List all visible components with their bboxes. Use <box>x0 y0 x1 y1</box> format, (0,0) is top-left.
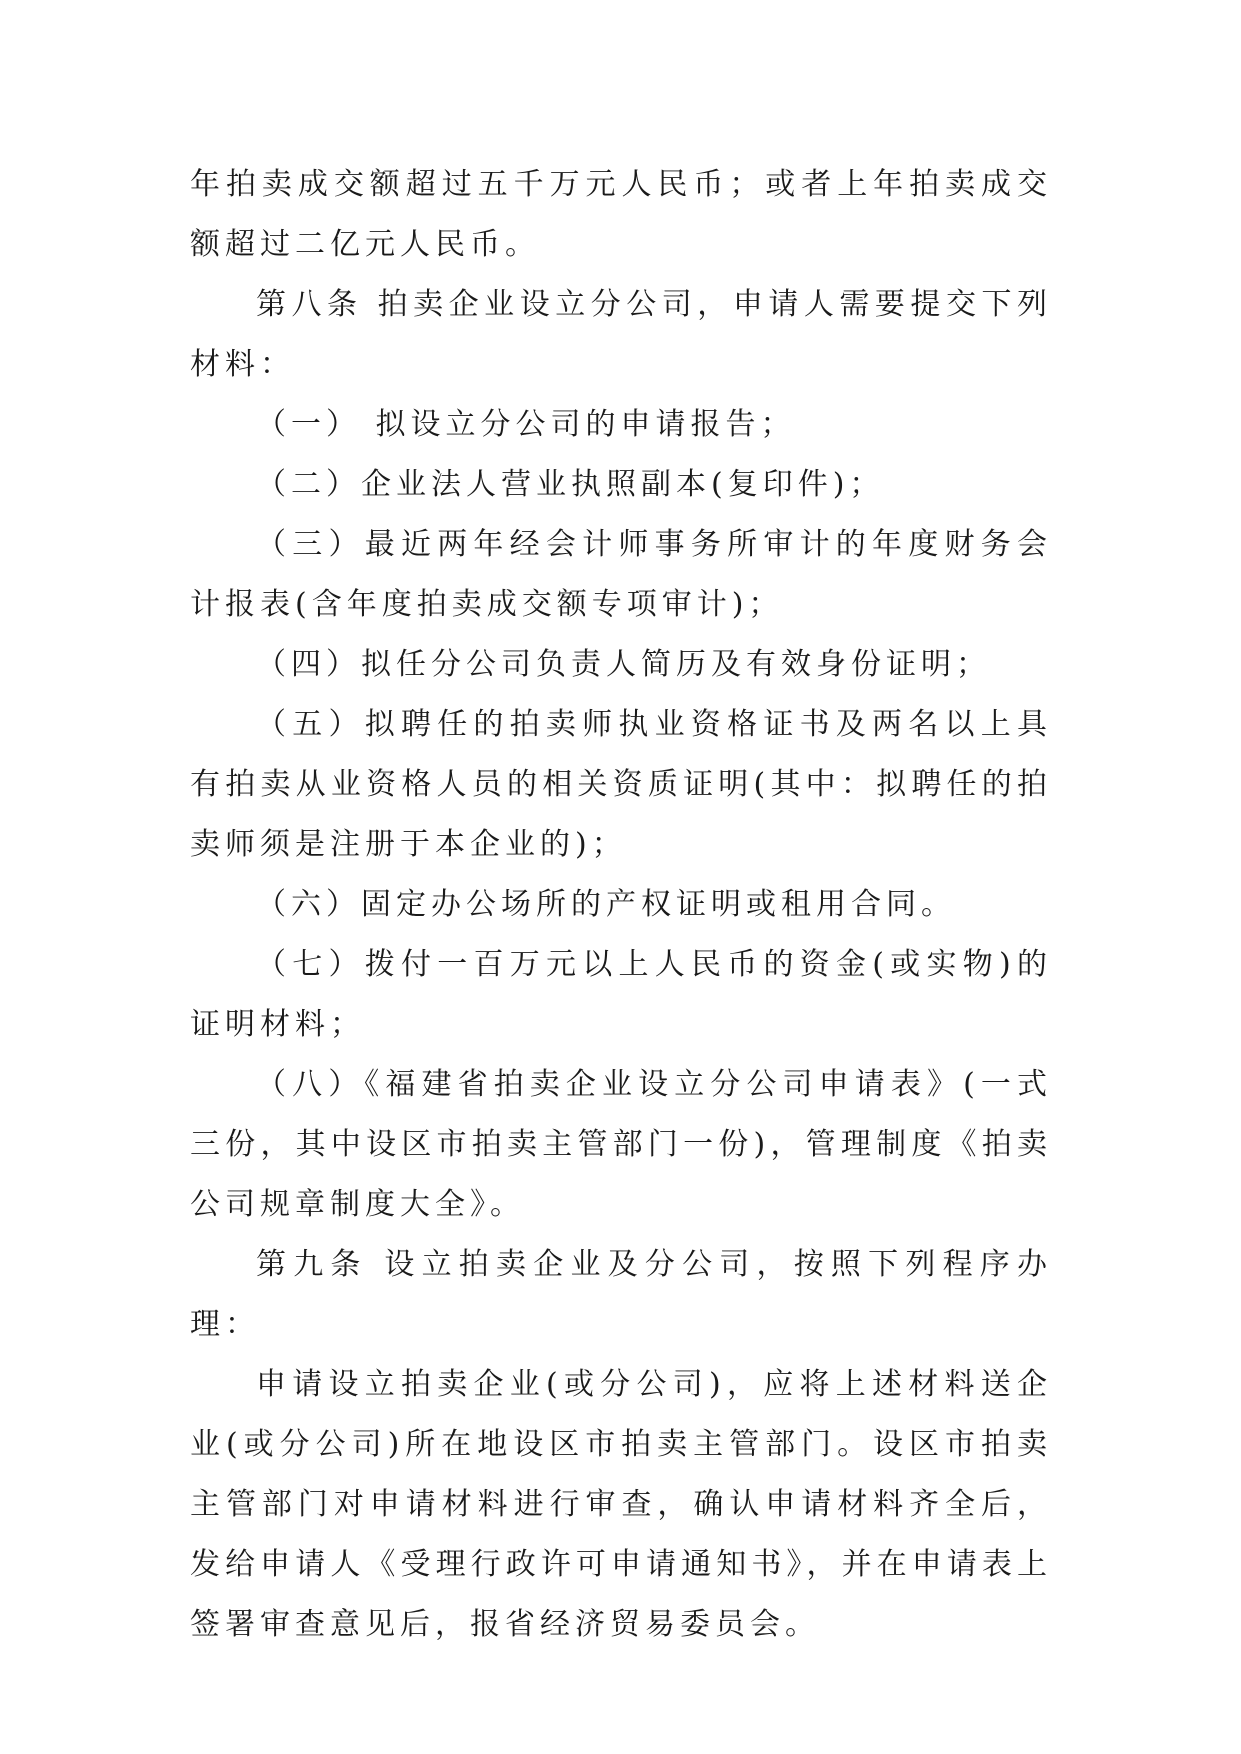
list-item-6: （六）固定办公场所的产权证明或租用合同。 <box>256 887 956 922</box>
list-item-3: （三）最近两年经会计师事务所审计的年度财务会计报表(含年度拍卖成交额专项审计)； <box>190 527 1052 622</box>
paragraph-procedure: 申请设立拍卖企业(或分公司)，应将上述材料送企业(或分公司)所在地设区市拍卖主管部门。设区市拍卖主管部门对申请材料进行审查，确认申请材料齐全后，发给申请人《受理行政许可申请通知书》，并在申请表上签署审查意见后，报省经济贸易委员会。 <box>190 1367 1052 1642</box>
paragraph-article-9: 第九条 设立拍卖企业及分公司，按照下列程序办理： <box>190 1247 1052 1342</box>
list-item-5: （五）拟聘任的拍卖师执业资格证书及两名以上具有拍卖从业资格人员的相关资质证明(其中：拟聘任的拍卖师须是注册于本企业的)； <box>190 707 1052 862</box>
list-item-4: （四）拟任分公司负责人简历及有效身份证明； <box>256 647 991 682</box>
paragraph-article-8: 第八条 拍卖企业设立分公司，申请人需要提交下列材料： <box>190 287 1052 382</box>
list-item-2: （二）企业法人营业执照副本(复印件)； <box>256 467 885 502</box>
list-item-1: （一） 拟设立分公司的申请报告； <box>256 407 796 442</box>
document-page <box>190 155 1052 1655</box>
list-item-7: （七）拨付一百万元以上人民币的资金(或实物)的证明材料； <box>190 947 1052 1042</box>
list-item-8: （八）《福建省拍卖企业设立分公司申请表》(一式三份，其中设区市拍卖主管部门一份)，管理制度《拍卖公司规章制度大全》。 <box>190 1067 1052 1222</box>
paragraph-continuation: 年拍卖成交额超过五千万元人民币；或者上年拍卖成交额超过二亿元人民币。 <box>190 167 1052 262</box>
